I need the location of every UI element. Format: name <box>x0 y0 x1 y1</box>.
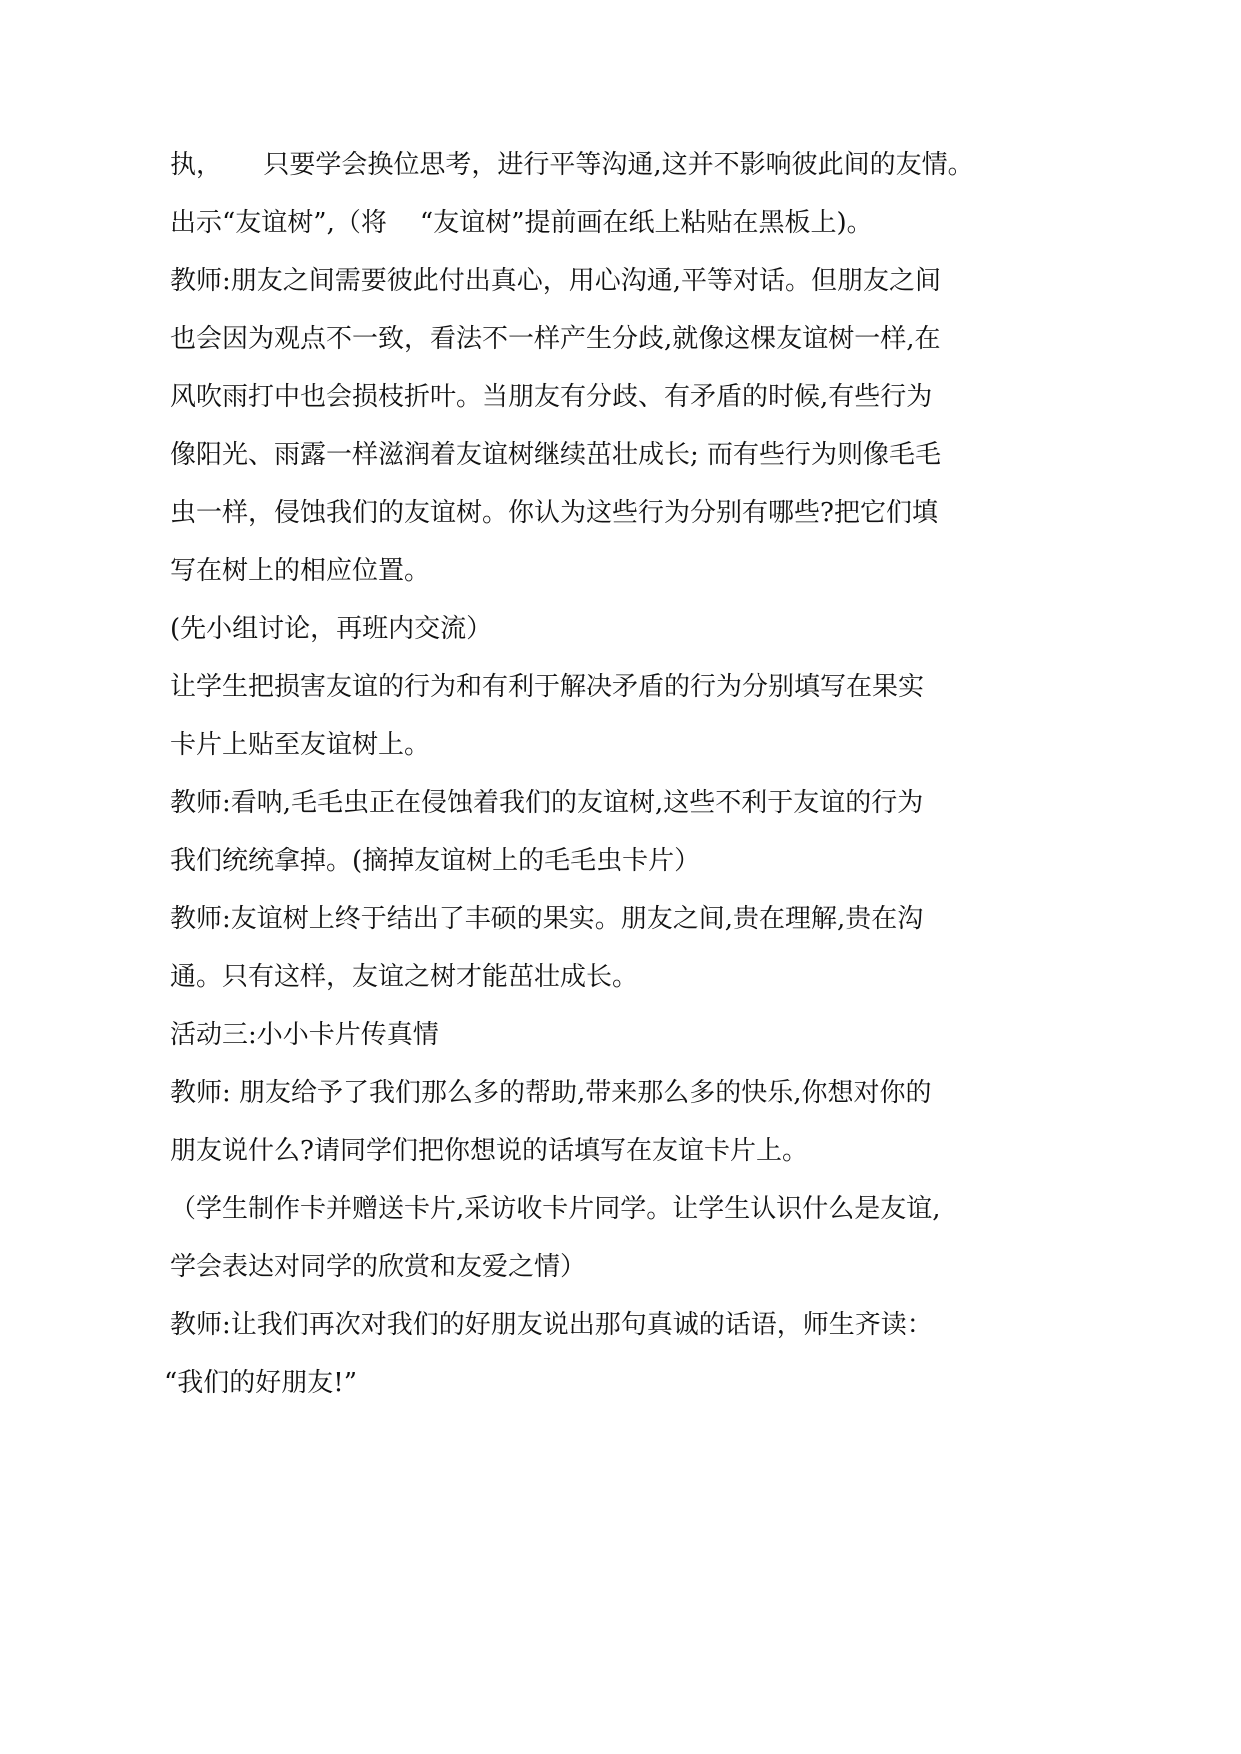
text-line: 风吹雨打中也会损枝折叶。当朋友有分歧、有矛盾的时候,有些行为 <box>170 382 933 412</box>
text-line: 执， 只要学会换位思考，进行平等沟通,这并不影响彼此间的友情。 <box>170 150 974 180</box>
text-line: 出示“友谊树”,（将 “友谊树”提前画在纸上粘贴在黑板上)。 <box>170 208 873 238</box>
text-line: 学会表达对同学的欣赏和友爱之情） <box>170 1252 587 1282</box>
text-line: 教师:朋友之间需要彼此付出真心，用心沟通,平等对话。但朋友之间 <box>170 266 942 296</box>
text-line: 虫一样，侵蚀我们的友谊树。你认为这些行为分别有哪些?把它们填 <box>170 498 938 528</box>
text-line: 教师:看呐,毛毛虫正在侵蚀着我们的友谊树,这些不利于友谊的行为 <box>170 788 924 818</box>
text-line: 让学生把损害友谊的行为和有利于解决矛盾的行为分别填写在果实 <box>170 672 925 702</box>
text-line: 我们统统拿掉。(摘掉友谊树上的毛毛虫卡片） <box>170 846 701 876</box>
text-line: 也会因为观点不一致，看法不一样产生分歧,就像这棵友谊树一样,在 <box>170 324 941 354</box>
text-line: （学生制作卡并赠送卡片,采访收卡片同学。让学生认识什么是友谊, <box>170 1194 941 1224</box>
text-line: (先小组讨论，再班内交流） <box>170 614 493 644</box>
text-line: 像阳光、雨露一样滋润着友谊树继续茁壮成长; 而有些行为则像毛毛 <box>170 440 942 470</box>
text-line: 教师:友谊树上终于结出了丰硕的果实。朋友之间,贵在理解,贵在沟 <box>170 904 924 934</box>
text-line: 教师: 朋友给予了我们那么多的帮助,带来那么多的快乐,你想对你的 <box>170 1078 932 1108</box>
text-line: 通。只有这样，友谊之树才能茁壮成长。 <box>170 962 639 992</box>
section-heading: 活动三:小小卡片传真情 <box>170 1020 439 1050</box>
text-line: 朋友说什么?请同学们把你想说的话填写在友谊卡片上。 <box>170 1136 808 1166</box>
text-line: “我们的好朋友!” <box>164 1368 358 1398</box>
text-line: 卡片上贴至友谊树上。 <box>170 730 431 760</box>
text-line: 教师:让我们再次对我们的好朋友说出那句真诚的话语，师生齐读： <box>170 1310 933 1340</box>
text-line: 写在树上的相应位置。 <box>170 556 431 586</box>
